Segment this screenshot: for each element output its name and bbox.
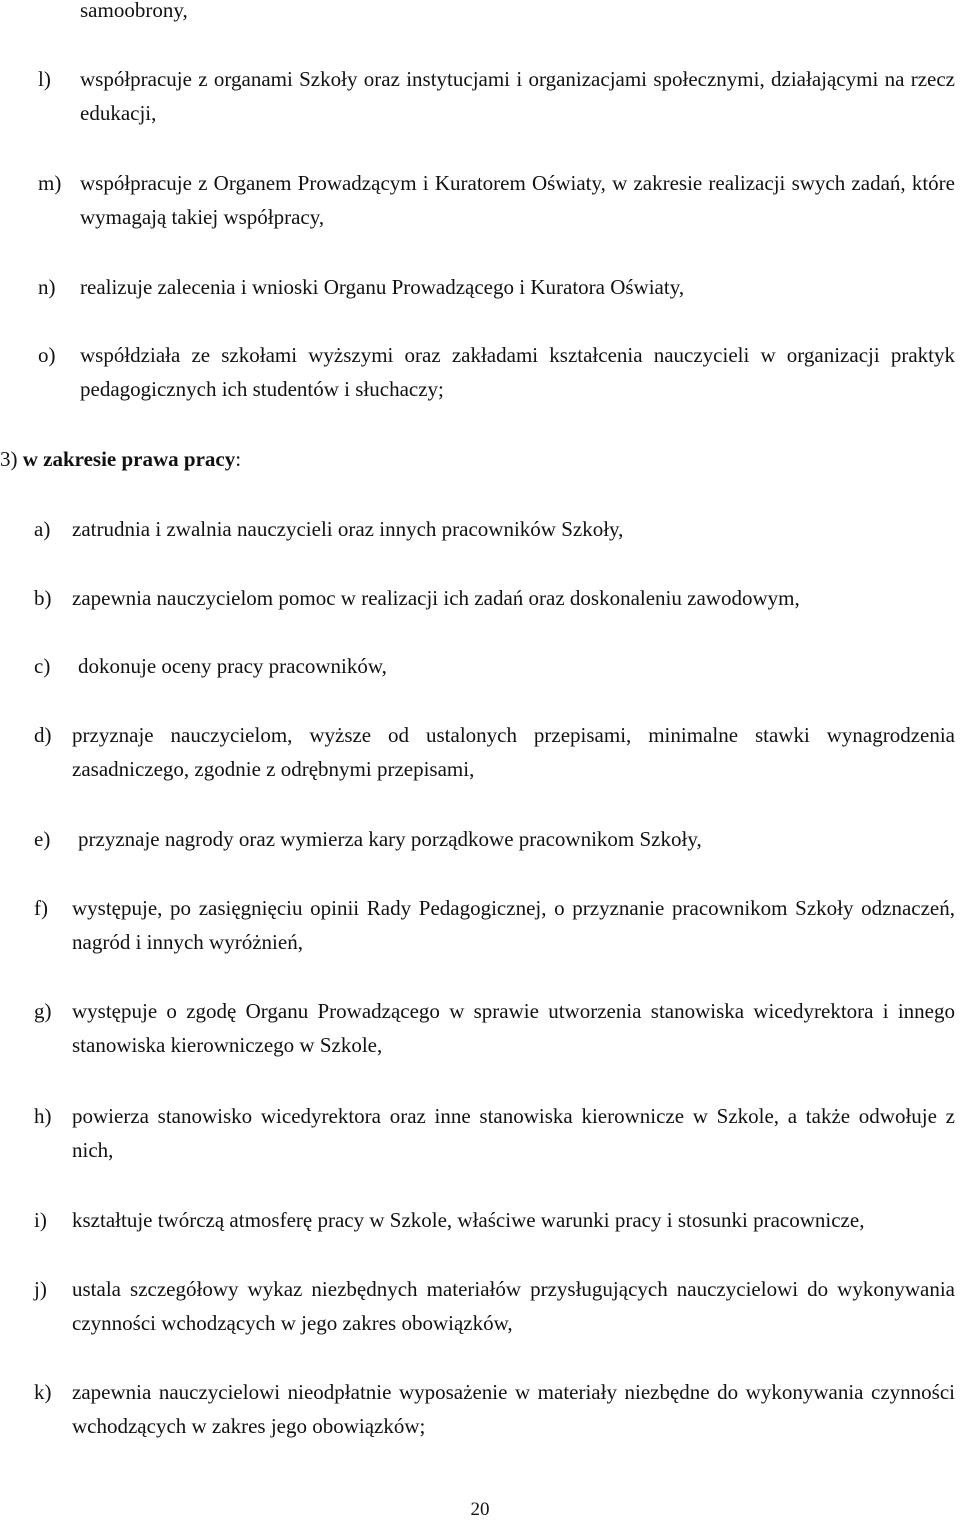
list-item-d	[34, 718, 955, 786]
list-item-l	[38, 62, 955, 130]
page-number: 20	[470, 1499, 490, 1520]
list-item-c	[34, 649, 955, 683]
list-item-text: zapewnia nauczycielom pomoc w realizacji ich zadań oraz doskonaleniu zawodowym,	[72, 586, 800, 610]
list-item-label: h)	[34, 1104, 52, 1128]
list-item-text: występuje o zgodę Organu Prowadzącego w sprawie utworzenia stanowiska wicedyrektora i innego stanowiska kierowniczego w Szkole,	[72, 999, 955, 1057]
section-number: 3)	[0, 447, 18, 471]
list-item-text: współpracuje z Organem Prowadzącym i Kuratorem Oświaty, w zakresie realizacji swych zadań, które wymagają takiej współpracy,	[80, 171, 955, 229]
list-item-text: dokonuje oceny pracy pracowników,	[78, 654, 387, 678]
section-heading	[0, 442, 241, 476]
list-item-a	[34, 512, 955, 546]
list-item-label: m)	[38, 171, 62, 195]
list-item-text: kształtuje twórczą atmosferę pracy w Szkole, właściwe warunki pracy i stosunki pracownicze,	[72, 1208, 865, 1232]
list-item-label: b)	[34, 586, 52, 610]
list-item-text: przyznaje nauczycielom, wyższe od ustalonych przepisami, minimalne stawki wynagrodzenia zasadniczego, zgodnie z odrębnymi przepisami,	[72, 723, 955, 781]
list-item-label: e)	[34, 827, 51, 851]
list-item-label: f)	[34, 896, 48, 920]
continued-text-fragment: samoobrony,	[80, 0, 188, 22]
list-item-label: d)	[34, 723, 52, 747]
list-item-text: współdziała ze szkołami wyższymi oraz zakładami kształcenia nauczycieli w organizacji praktyk pedagogicznych ich studentów i słuchaczy;	[80, 343, 955, 401]
list-item-text: występuje, po zasięgnięciu opinii Rady Pedagogicznej, o przyznanie pracownikom Szkoły odznaczeń, nagród i innych wyróżnień,	[72, 896, 955, 954]
list-item-e	[34, 822, 955, 856]
list-item-n	[38, 270, 955, 304]
list-item-h	[34, 1099, 955, 1167]
list-item-label: a)	[34, 517, 51, 541]
list-item-text: przyznaje nagrody oraz wymierza kary porządkowe pracownikom Szkoły,	[78, 827, 702, 851]
list-item-label: i)	[34, 1208, 47, 1232]
list-item-label: c)	[34, 654, 51, 678]
list-item-label: o)	[38, 343, 56, 367]
list-item-i	[34, 1203, 955, 1271]
list-item-label: l)	[38, 67, 51, 91]
list-item-label: g)	[34, 999, 52, 1023]
list-item-g	[34, 994, 955, 1062]
list-item-f	[34, 891, 955, 959]
list-item-k	[34, 1375, 955, 1443]
list-item-o	[38, 338, 955, 406]
list-item-text: realizuje zalecenia i wnioski Organu Prowadzącego i Kuratora Oświaty,	[80, 275, 685, 299]
list-item-b	[34, 581, 955, 615]
list-item-label: j)	[34, 1277, 47, 1301]
list-item-text: współpracuje z organami Szkoły oraz instytucjami i organizacjami społecznymi, działającymi na rzecz edukacji,	[80, 67, 955, 125]
section-heading-text: w zakresie prawa pracy	[22, 447, 236, 471]
list-item-j	[34, 1272, 955, 1340]
list-item-m	[38, 166, 955, 234]
section-colon: :	[235, 447, 242, 471]
list-item-label: k)	[34, 1380, 52, 1404]
list-item-text: zatrudnia i zwalnia nauczycieli oraz innych pracowników Szkoły,	[72, 517, 624, 541]
list-item-text: ustala szczegółowy wykaz niezbędnych materiałów przysługujących nauczycielowi do wykonywania czynności wchodzących w jego zakres obowiązków,	[72, 1277, 955, 1335]
list-item-text: powierza stanowisko wicedyrektora oraz inne stanowiska kierownicze w Szkole, a także odwołuje z nich,	[72, 1104, 955, 1162]
list-item-text: zapewnia nauczycielowi nieodpłatnie wyposażenie w materiały niezbędne do wykonywania czynności wchodzących w zakres jego obowiązków;	[72, 1380, 955, 1438]
list-item-label: n)	[38, 275, 56, 299]
